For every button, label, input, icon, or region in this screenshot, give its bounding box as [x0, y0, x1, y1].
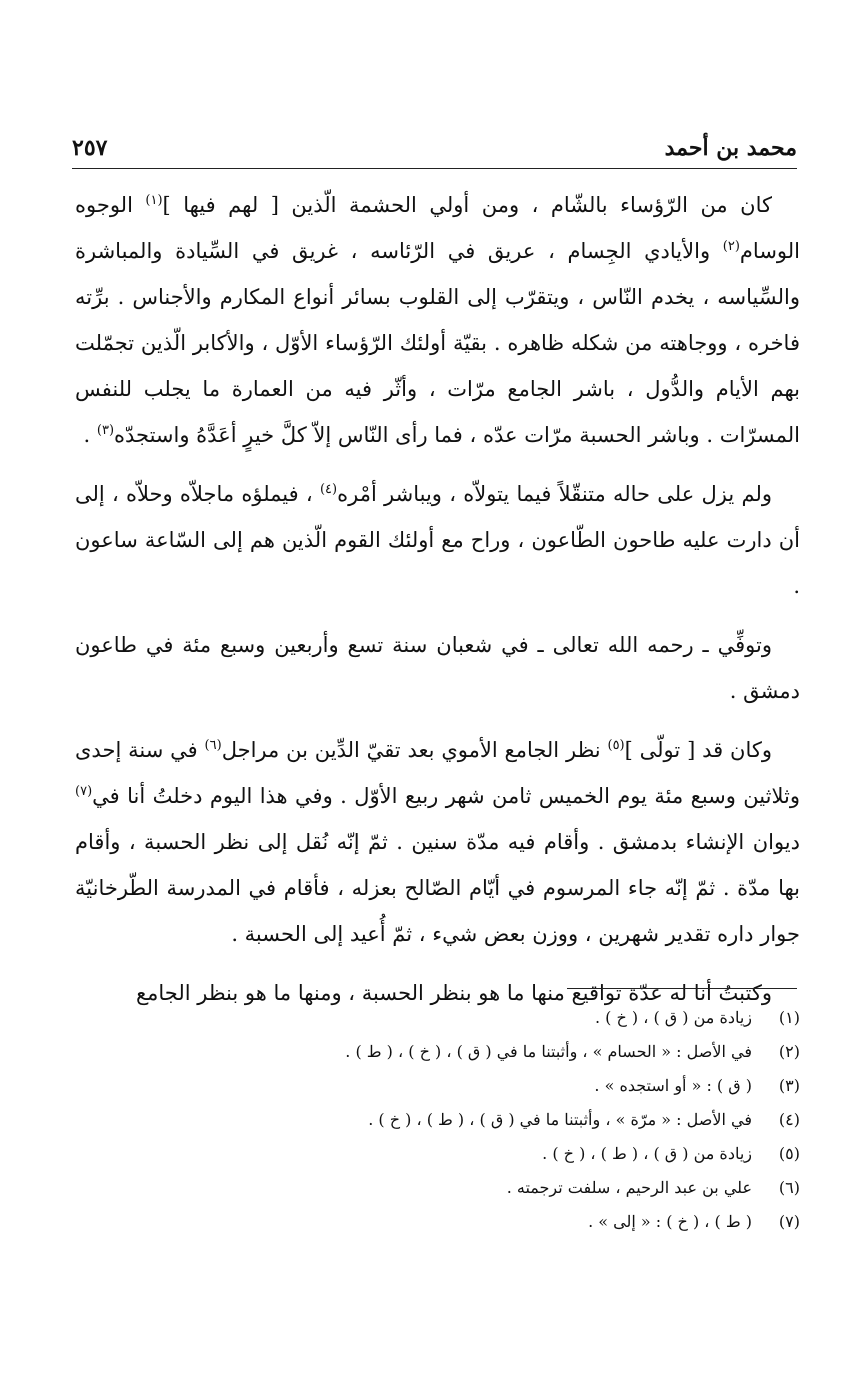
footnote-number: (٥) — [778, 1143, 800, 1163]
text-segment: وكتبتُ أنا له عدّة تواقيع منها ما هو بنظر الحسبة ، ومنها ما هو بنظر الجامع — [135, 981, 772, 1005]
footnote-text: علي بن عبد الرحيم ، سلفت ترجمته . — [506, 1177, 752, 1197]
text-segment: كان من الرّؤساء بالشّام ، ومن أولي الحشمة الّذين [ لهم فيها ] — [162, 193, 772, 217]
footnote-text: في الأصل : « الحسام » ، وأثبتنا ما في ( ق ) ، ( خ ) ، ( ط ) . — [345, 1041, 752, 1061]
text-segment: وتوفِّي ـ رحمه الله تعالى ـ في شعبان سنة تسع وأربعين وسبع مئة في طاعون دمشق . — [75, 633, 800, 703]
footnote-number: (٤) — [778, 1109, 800, 1129]
footnote-text: في الأصل : « مرّة » ، وأثبتنا ما في ( ق ) ، ( ط ) ، ( خ ) . — [368, 1109, 752, 1129]
running-title: محمد بن أحمد — [664, 135, 797, 161]
footnote-reference: (٤) — [319, 482, 338, 497]
footnote-text: ( ط ) ، ( خ ) : « إلى » . — [588, 1211, 752, 1231]
footnote — [75, 1204, 800, 1238]
text-segment: والأيادي الجِسام ، عريق في الرّئاسه ، غريق في السِّيادة والمباشرة والسِّياسه ، يخدم النّاس ، ويتقرّب إلى القلوب بسائر أنواع المكارم والأجناس . برِّته فاخره ، ووجاهته من شكله ظاهره . بقيّة أولئك الرّؤساء الأوّل ، والأكابر الّذين تجمّلت بهم الأيام والدُّول ، باشر الجامع مرّات ، وأثّر فيه من العمارة ما يجلب للنفس المسرّات . وباشر الحسبة مرّات عدّه ، فما رأى النّاس إلاّ كلَّ خيرٍ أعَدَّهُ واستجدّه — [75, 239, 800, 447]
footnote-number: (٢) — [778, 1041, 800, 1061]
footnote-separator — [567, 988, 797, 989]
page-number: ٢٥٧ — [72, 135, 108, 161]
footnote-reference: (٢) — [722, 239, 740, 254]
text-segment: ديوان الإنشاء بدمشق . وأقام فيه مدّة سنين . ثمّ إنّه نُقل إلى نظر الحسبة ، وأقام بها مدّة . ثمّ إنّه جاء المرسوم في أيّام الصّالح بعزله ، فأقام في المدرسة الطّرخانيّة جوار داره تقدير شهرين ، ووزن بعض شيء ، ثمّ أُعيد إلى الحسبة . — [75, 830, 800, 946]
footnote-number: (٧) — [778, 1211, 800, 1231]
page-header — [72, 128, 797, 168]
text-segment: نظر الجامع الأموي بعد تقيّ الدِّين بن مراجل — [221, 738, 608, 762]
footnote-reference: (١) — [145, 193, 163, 208]
text-segment: وكان قد [ تولّى ] — [624, 738, 772, 762]
text-segment: الوجوه الوسام — [75, 193, 800, 263]
text-segment: في سنة إحدى وثلاثين وسبع مئة يوم الخميس ثامن شهر ربيع الأوّل . وفي هذا اليوم دخلتُ أنا في — [75, 738, 800, 808]
paragraph — [75, 622, 800, 714]
footnote-number: (٣) — [778, 1075, 800, 1095]
header-rule — [72, 168, 797, 169]
footnote-text: زيادة من ( ق ) ، ( ط ) ، ( خ ) . — [542, 1143, 752, 1163]
text-segment: . — [83, 423, 97, 447]
footnote — [75, 1034, 800, 1068]
footnote — [75, 1068, 800, 1102]
footnote-reference: (٧) — [75, 784, 93, 799]
text-segment: ، فيملؤه ماجلاّه وحلاّه ، إلى أن دارت عليه طاحون الطّاعون ، وراح مع أولئك القوم الّذين هم إلى السّاعة ساعون . — [75, 482, 800, 598]
footnote — [75, 1170, 800, 1204]
footnotes — [75, 1000, 800, 1238]
footnote-text: زيادة من ( ق ) ، ( خ ) . — [594, 1007, 752, 1027]
footnote — [75, 1102, 800, 1136]
main-text — [75, 182, 800, 1029]
footnote-number: (٦) — [778, 1177, 800, 1197]
footnote-text: ( ق ) : « أو استجده » . — [594, 1075, 752, 1095]
footnote — [75, 1136, 800, 1170]
paragraph — [75, 471, 800, 609]
paragraph — [75, 182, 800, 458]
footnote-number: (١) — [778, 1007, 800, 1027]
footnote — [75, 1000, 800, 1034]
footnote-reference: (٦) — [204, 738, 222, 753]
text-segment: ولم يزل على حاله متنقّلاً فيما يتولاّه ، ويباشر أمْره — [337, 482, 772, 506]
footnote-reference: (٣) — [96, 423, 115, 438]
footnote-reference: (٥) — [607, 738, 625, 753]
paragraph — [75, 727, 800, 957]
